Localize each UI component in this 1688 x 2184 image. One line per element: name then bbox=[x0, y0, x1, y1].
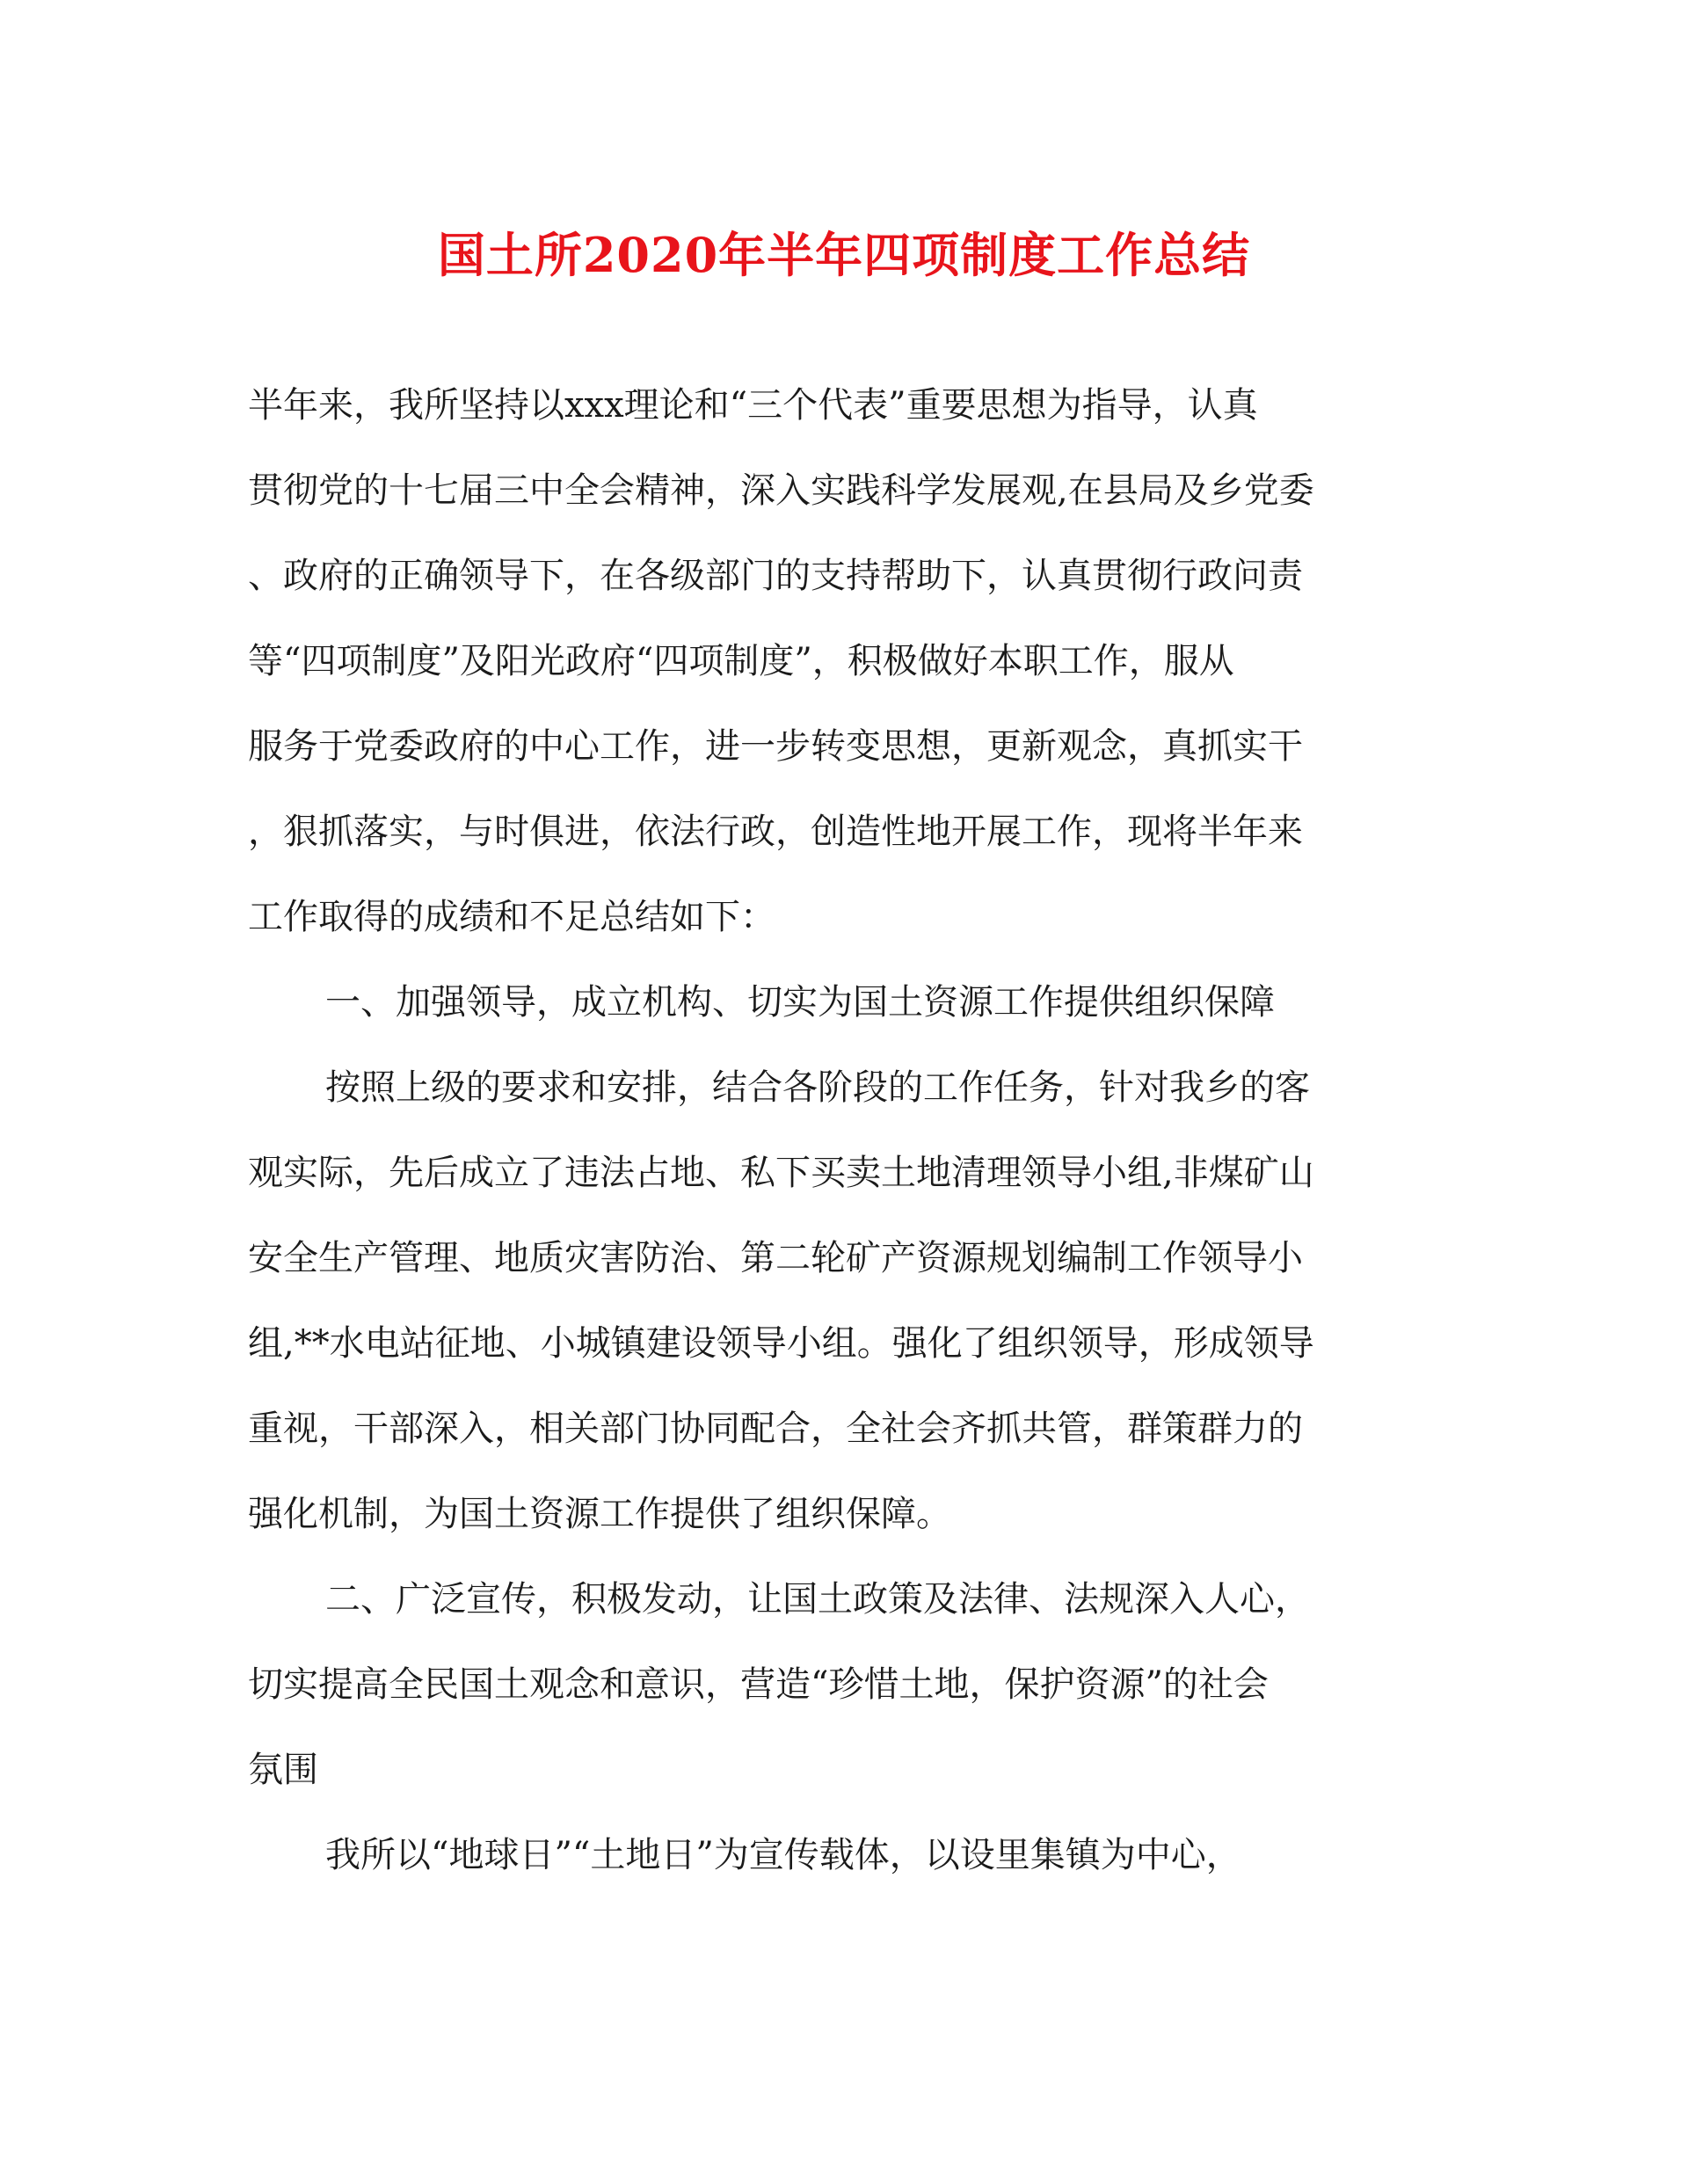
body-line: 强化机制，为国土资源工作提供了组织保障。 bbox=[248, 1494, 951, 1534]
body-line: 服务于党委政府的中心工作，进一步转变思想，更新观念，真抓实干 bbox=[248, 726, 1303, 767]
body-line: 半年来，我所坚持以xxx理论和“三个代表”重要思想为指导，认真 bbox=[248, 385, 1258, 426]
body-line: 贯彻党的十七届三中全会精神，深入实践科学发展观,在县局及乡党委 bbox=[248, 470, 1314, 511]
body-line: 安全生产管理、地质灾害防治、第二轮矿产资源规划编制工作领导小 bbox=[248, 1238, 1303, 1278]
body-line: 等“四项制度”及阳光政府“四项制度”，积极做好本职工作，服从 bbox=[248, 641, 1234, 681]
section-heading: 一、加强领导，成立机构、切实为国土资源工作提供组织保障 bbox=[325, 982, 1275, 1023]
section-heading: 二、广泛宣传，积极发动，让国土政策及法律、法规深入人心， bbox=[325, 1579, 1310, 1620]
document-title: 国土所2020年半年四项制度工作总结 bbox=[437, 227, 1251, 283]
body-line: 工作取得的成绩和不足总结如下： bbox=[248, 897, 775, 937]
body-line: 、政府的正确领导下，在各级部门的支持帮助下，认真贯彻行政问责 bbox=[248, 556, 1303, 596]
body-line: 重视，干部深入，相关部门协同配合，全社会齐抓共管，群策群力的 bbox=[248, 1409, 1303, 1449]
body-line: 切实提高全民国土观念和意识，营造“珍惜土地，保护资源”的社会 bbox=[248, 1664, 1269, 1705]
body-line: 组,**水电站征地、小城镇建设领导小组。强化了组织领导，形成领导 bbox=[248, 1323, 1314, 1364]
body-line: 我所以“地球日”“土地日”为宣传载体，以设里集镇为中心， bbox=[325, 1835, 1241, 1875]
body-line: 观实际，先后成立了违法占地、私下买卖土地清理领导小组,非煤矿山 bbox=[248, 1153, 1314, 1193]
body-line: 氛围 bbox=[248, 1750, 318, 1790]
body-line: ，狠抓落实，与时俱进，依法行政，创造性地开展工作，现将半年来 bbox=[248, 812, 1303, 852]
body-line: 按照上级的要求和安排，结合各阶段的工作任务，针对我乡的客 bbox=[325, 1067, 1310, 1108]
